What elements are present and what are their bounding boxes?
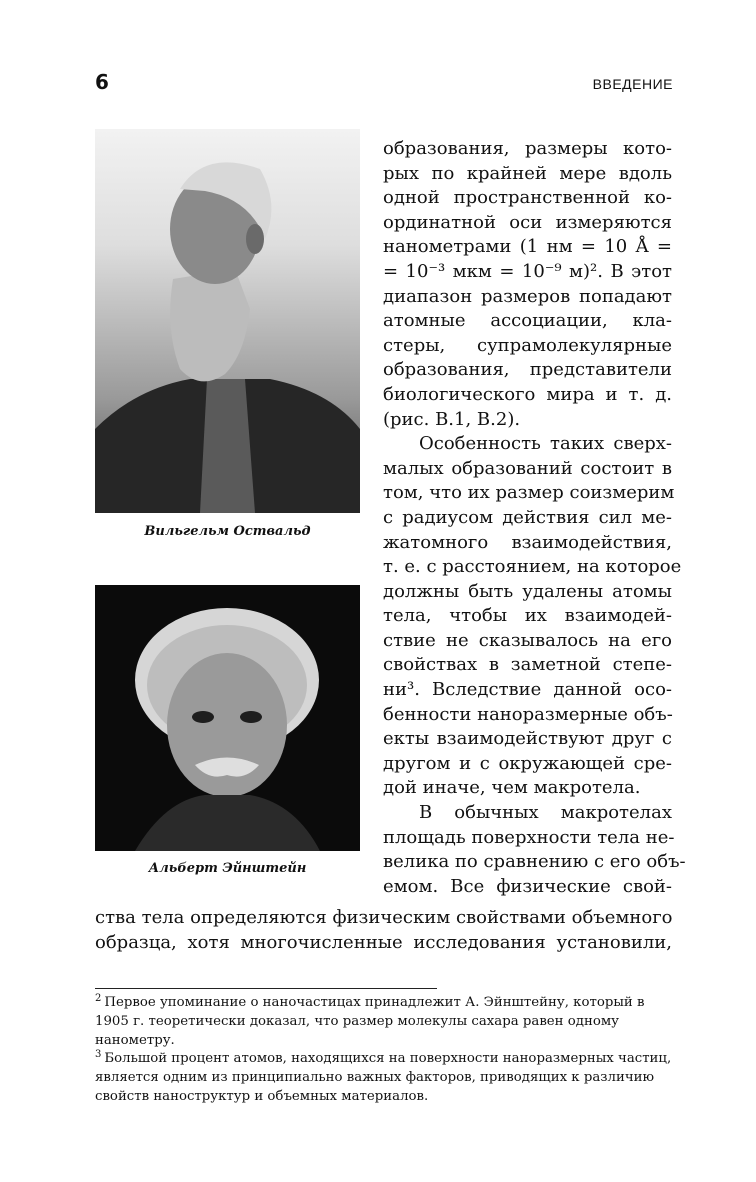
text-line: биологического мира и т. д. (383, 383, 672, 405)
full-width-text (95, 906, 672, 955)
text-line: дой иначе, чем макротела. (383, 777, 641, 799)
text-line: нанометрами (1 нм = 10 Å = (383, 236, 672, 258)
text-line: = 10⁻³ мкм = 10⁻⁹ м)². В этот (383, 260, 672, 282)
einstein-portrait-illustration (95, 585, 360, 851)
text-line: ствие не сказывалось на его (383, 629, 672, 651)
text-line: том, что их размер соизмерим (383, 482, 675, 504)
text-line: свойствах в заметной степе- (383, 654, 672, 676)
text-line: с радиусом действия сил ме- (383, 506, 672, 528)
text-line: образования, представители (383, 359, 672, 381)
text-line: диапазон размеров попадают (383, 285, 672, 307)
text-line: тела, чтобы их взаимодей- (383, 605, 672, 627)
text-line: ства тела определяются физическим свойствами объемного (95, 907, 673, 928)
text-line: ординатной оси измеряются (383, 211, 672, 233)
footnote-separator (95, 988, 437, 989)
figure-caption: Вильгельм Оствальд (144, 524, 311, 539)
text-line: атомные ассоциации, кла- (383, 310, 672, 332)
figure-caption: Альберт Эйнштейн (148, 861, 307, 876)
footnote (95, 1050, 672, 1106)
running-title: ВВЕДЕНИЕ (592, 76, 673, 92)
text-line: образования, размеры кото- (383, 138, 672, 159)
ostwald-portrait-photo (95, 129, 360, 513)
text-line: екты взаимодействуют друг с (383, 728, 672, 750)
text-line: стеры, супрамолекулярные (383, 334, 672, 356)
footnote (95, 994, 672, 1050)
text-line: (рис. В.1, В.2). (383, 408, 521, 430)
text-line: образца, хотя многочисленные исследования установили, (95, 931, 672, 953)
text-line: велика по сравнению с его объ- (383, 851, 686, 873)
text-line: площадь поверхности тела не- (383, 826, 675, 848)
einstein-portrait-photo (95, 585, 360, 851)
text-line: другом и с окружающей сре- (383, 752, 672, 774)
text-line: жатомного взаимодействия, (383, 531, 672, 553)
text-line: Особенность таких сверх- (419, 433, 672, 455)
text-line: бенности наноразмерные объ- (383, 703, 673, 725)
ostwald-portrait-illustration (95, 129, 360, 513)
text-line: т. е. с расстоянием, на которое (383, 556, 682, 578)
text-line: В обычных макротелах (419, 802, 672, 824)
text-line: должны быть удалены атомы (383, 580, 672, 602)
text-line: одной пространственной ко- (383, 187, 672, 209)
paragraph (383, 432, 682, 801)
text-line: малых образований состоит в (383, 457, 672, 479)
paragraph (383, 801, 686, 899)
text-line: ни³. Вследствие данной осо- (383, 679, 672, 701)
footnote-text: Большой процент атомов, находящихся на поверхности наноразмерных частиц, является одним из принципиально важных факторов, приводящих к различию свойств наноструктур и объемных материалов. (95, 1051, 672, 1104)
footnote-text: Первое упоминание о наночастицах принадлежит А. Эйнштейну, который в 1905 г. теоретически доказал, что размер молекулы сахара равен одному нанометру. (95, 995, 645, 1048)
page-number: 6 (95, 70, 109, 94)
paragraph (383, 137, 672, 432)
footnote-mark: 2 (95, 992, 102, 1004)
text-line: емом. Все физические свой- (383, 875, 672, 897)
text-column (383, 137, 686, 899)
text-line: рых по крайней мере вдоль (383, 162, 672, 184)
footnote-mark: 3 (95, 1048, 102, 1060)
